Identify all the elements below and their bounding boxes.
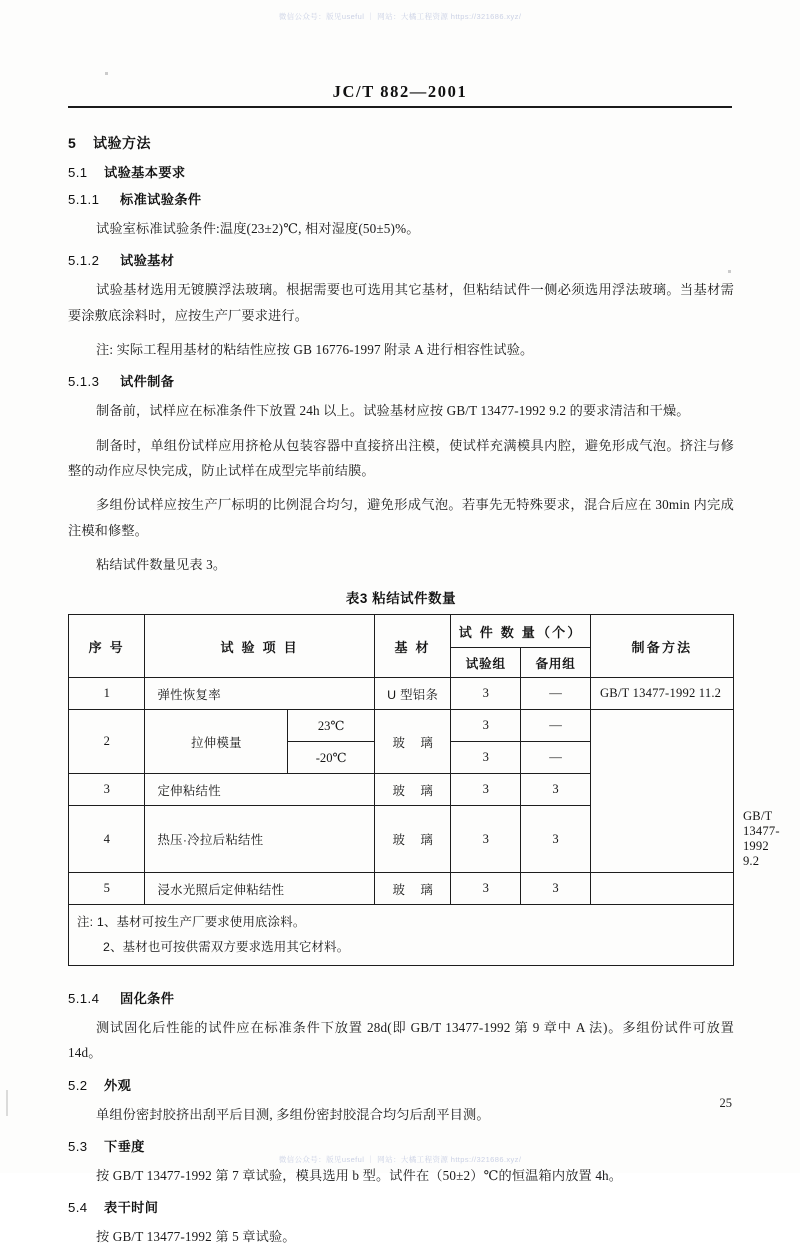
cell-spare-count: 3 [521,806,591,873]
cell-substrate: U 型铝条 [374,678,450,710]
cell-item: 弹性恢复率 [145,678,374,710]
cell-test-count: 3 [451,774,521,806]
table-row [69,710,734,742]
cell-condition: 23℃ [288,710,374,742]
heading-5-1-3-number: 5.1.3 [68,374,110,389]
table-3 [68,614,734,965]
paragraph-5-1-1: 试验室标准试验条件:温度(23±2)℃, 相对湿度(50±5)%。 [68,216,734,241]
cell-test-count: 3 [451,742,521,774]
heading-5-2 [68,1075,734,1094]
paragraph-5-1-2-note: 注: 实际工程用基材的粘结性应按 GB 16776-1997 附录 A 进行相容性试验。 [68,337,734,362]
cell-seq: 3 [69,774,145,806]
cell-item: 定伸粘结性 [145,774,374,806]
paragraph-5-1-3-4: 粘结试件数量见表 3。 [68,552,734,577]
heading-5-4-number: 5.4 [68,1200,94,1215]
standard-number: JC/T 882—2001 [68,82,732,106]
th-method: 制备方法 [590,615,733,678]
cell-seq: 2 [69,710,145,774]
th-substrate: 基 材 [374,615,450,678]
cell-test-count: 3 [451,806,521,873]
cell-method: GB/T 13477-1992 11.2 [590,678,733,710]
running-head [68,82,732,108]
cell-test-count: 3 [451,710,521,742]
cell-seq: 5 [69,873,145,905]
cell-condition: -20℃ [288,742,374,774]
heading-5-3-title: 下垂度 [104,1139,145,1154]
cell-item: 拉伸模量 [145,710,288,774]
cell-item: 热压·冷拉后粘结性 [145,806,374,873]
cell-spare-count: 3 [521,774,591,806]
heading-5-title: 试验方法 [93,135,151,151]
th-item: 试 验 项 目 [145,615,374,678]
table-note-1: 注: 1、基材可按生产厂要求使用底涂料。 [77,915,305,929]
heading-5-1-1-title: 标准试验条件 [120,192,202,207]
table-3-caption: 表3 粘结试件数量 [68,588,734,607]
scan-speck [105,72,108,75]
cell-substrate: 玻 璃 [374,806,450,873]
heading-5-1-1 [68,189,734,208]
heading-5-1 [68,162,734,181]
paragraph-5-1-3-2: 制备时，单组份试样应用挤枪从包装容器中直接挤出注模，使试样充满模具内腔，避免形成气泡。挤注与修整的动作应尽快完成，防止试样在成型完毕前结膜。 [68,433,734,484]
table-notes [69,905,734,965]
table-row [69,678,734,710]
heading-5-1-2 [68,250,734,269]
watermark-top: 微信公众号：版见useful ｜ 网站：大橘工程资源 https://321686.xyz/ [0,11,800,22]
table-note-2: 2、基材也可按供需双方要求选用其它材料。 [77,935,727,959]
cell-method [590,710,733,873]
cell-spare-count: — [521,678,591,710]
heading-5-1-1-number: 5.1.1 [68,192,110,207]
cell-spare-count: — [521,742,591,774]
cell-test-count: 3 [451,678,521,710]
paragraph-5-1-4: 测试固化后性能的试件应在标准条件下放置 28d(即 GB/T 13477-1992 第 9 章中 A 法)。多组份试件可放置 14d。 [68,1015,734,1066]
heading-5-1-3 [68,371,734,390]
heading-5-1-2-number: 5.1.2 [68,253,110,268]
heading-5-4 [68,1197,734,1216]
heading-5-2-number: 5.2 [68,1078,94,1093]
cell-test-count: 3 [451,873,521,905]
heading-5-3-number: 5.3 [68,1139,94,1154]
table-notes-row [69,905,734,965]
cell-substrate: 玻 璃 [374,710,450,774]
cell-method-empty [590,873,733,905]
cell-substrate: 玻 璃 [374,873,450,905]
th-seq: 序 号 [69,615,145,678]
heading-5-1-title: 试验基本要求 [104,165,186,180]
cell-item: 浸水光照后定伸粘结性 [145,873,374,905]
heading-5-1-2-title: 试验基材 [120,253,174,268]
paragraph-5-3: 按 GB/T 13477-1992 第 7 章试验，模具选用 b 型。试件在（50±2）℃的恒温箱内放置 4h。 [68,1163,734,1188]
cell-spare-count: 3 [521,873,591,905]
cell-substrate: 玻 璃 [374,774,450,806]
th-count-test: 试验组 [451,648,521,678]
heading-5 [68,133,734,153]
heading-5-1-number: 5.1 [68,165,94,180]
heading-5-2-title: 外观 [104,1078,131,1093]
th-count-spare: 备用组 [521,648,591,678]
cell-seq: 4 [69,806,145,873]
paragraph-5-4: 按 GB/T 13477-1992 第 5 章试验。 [68,1224,734,1249]
cell-seq: 1 [69,678,145,710]
table-row [69,873,734,905]
table-header-row-1 [69,615,734,648]
heading-5-1-3-title: 试件制备 [120,374,174,389]
watermark-bottom: 微信公众号：版见useful ｜ 网站：大橘工程资源 https://321686.xyz/ [0,1154,800,1165]
document-body [68,133,734,1259]
paragraph-5-2: 单组份密封胶挤出刮平后目测, 多组份密封胶混合均匀后刮平目测。 [68,1102,734,1127]
heading-5-1-4-title: 固化条件 [120,991,174,1006]
paragraph-5-1-2-1: 试验基材选用无镀膜浮法玻璃。根据需要也可选用其它基材，但粘结试件一侧必须选用浮法玻璃。当基材需要涂敷底涂料时，应按生产厂要求进行。 [68,277,734,328]
header-rule [68,106,732,108]
heading-5-4-title: 表干时间 [104,1200,158,1215]
th-count-group: 试 件 数 量（个） [451,615,591,648]
heading-5-3 [68,1136,734,1155]
page-number: 25 [0,1096,732,1111]
heading-5-number: 5 [68,135,82,151]
paragraph-5-1-3-3: 多组份试样应按生产厂标明的比例混合均匀，避免形成气泡。若事先无特殊要求，混合后应在 30min 内完成注模和修整。 [68,492,734,543]
heading-5-1-4-number: 5.1.4 [68,991,110,1006]
cell-spare-count: — [521,710,591,742]
paragraph-5-1-3-1: 制备前，试样应在标准条件下放置 24h 以上。试验基材应按 GB/T 13477-1992 9.2 的要求清洁和干燥。 [68,398,734,423]
heading-5-1-4 [68,988,734,1007]
